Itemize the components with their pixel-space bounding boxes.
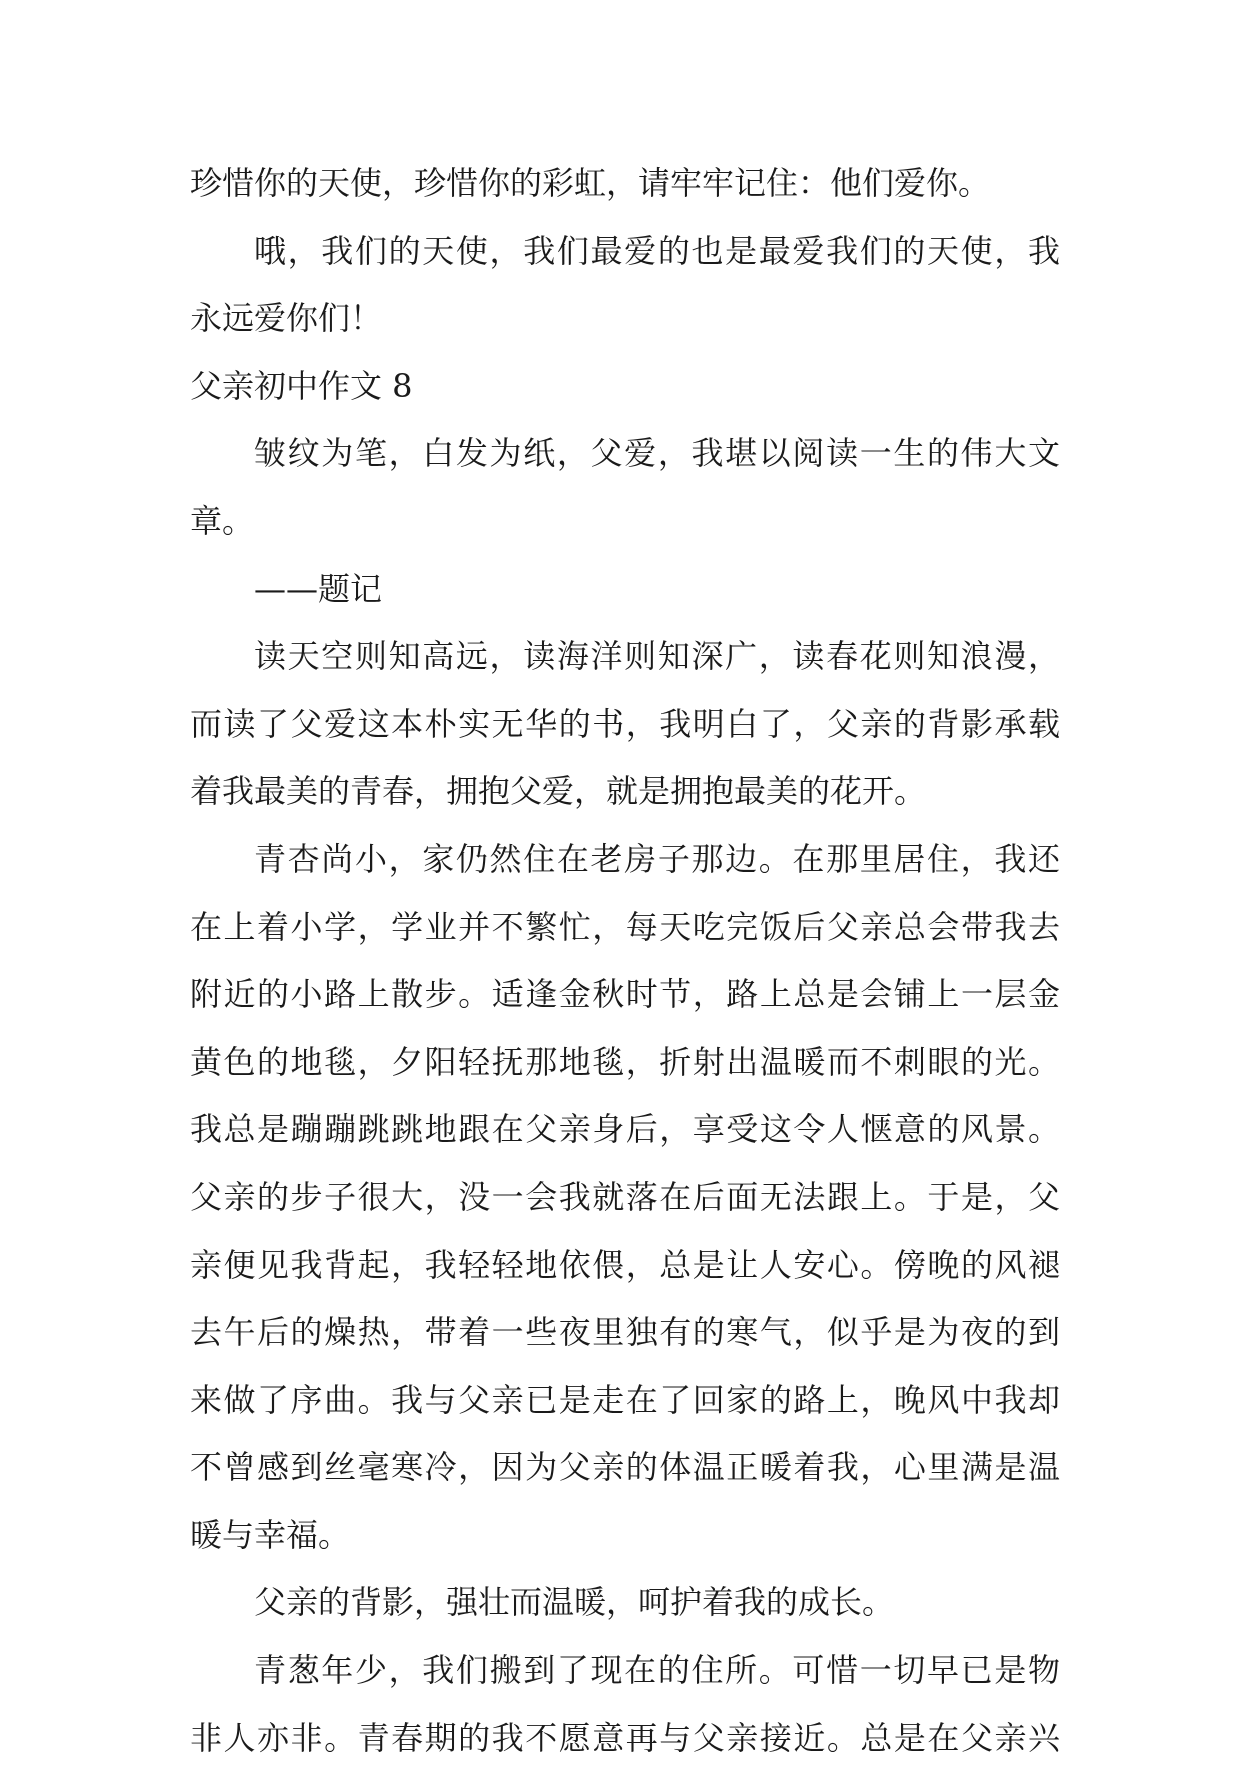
text-line: 永远爱你们！ bbox=[190, 299, 383, 338]
text-line: 父亲的背影，强壮而温暖，呵护着我的成长。 bbox=[254, 1583, 895, 1622]
text-line: 青杏尚小，家仍然住在老房子那边。在那里居住，我还 bbox=[254, 839, 1060, 878]
text-line: 而读了父爱这本朴实无华的书，我明白了，父亲的背影承载 bbox=[190, 704, 1060, 743]
text-line: 青葱年少，我们搬到了现在的住所。可惜一切早已是物 bbox=[254, 1651, 1060, 1690]
text-line: 哦，我们的天使，我们最爱的也是最爱我们的天使，我 bbox=[254, 231, 1060, 270]
text-line: 非人亦非。青春期的我不愿意再与父亲接近。总是在父亲兴 bbox=[190, 1718, 1060, 1757]
text-line: 着我最美的青春，拥抱父爱，就是拥抱最美的花开。 bbox=[190, 772, 927, 811]
epigraph-attribution: ——题记 bbox=[254, 569, 383, 608]
document-body bbox=[190, 150, 1060, 1772]
text-line: 来做了序曲。我与父亲已是走在了回家的路上，晚风中我却 bbox=[190, 1380, 1060, 1419]
text-line: 暖与幸福。 bbox=[190, 1515, 351, 1554]
text-line: 附近的小路上散步。适逢金秋时节，路上总是会铺上一层金 bbox=[190, 975, 1060, 1014]
text-line: 皱纹为笔，白发为纸，父爱，我堪以阅读一生的伟大文 bbox=[254, 434, 1060, 473]
text-line: 亲便见我背起，我轻轻地依偎，总是让人安心。傍晚的风褪 bbox=[190, 1245, 1060, 1284]
text-line: 在上着小学，学业并不繁忙，每天吃完饭后父亲总会带我去 bbox=[190, 907, 1060, 946]
section-heading: 父亲初中作文 8 bbox=[190, 366, 413, 405]
text-line: 父亲的步子很大，没一会我就落在后面无法跟上。于是，父 bbox=[190, 1177, 1060, 1216]
text-line: 珍惜你的天使，珍惜你的彩虹，请牢牢记住：他们爱你。 bbox=[190, 164, 991, 202]
text-line: 读天空则知高远，读海洋则知深广，读春花则知浪漫， bbox=[254, 637, 1060, 676]
text-line: 章。 bbox=[190, 501, 255, 540]
text-line: 我总是蹦蹦跳跳地跟在父亲身后，享受这令人惬意的风景。 bbox=[190, 1110, 1060, 1149]
text-line: 黄色的地毯，夕阳轻抚那地毯，折射出温暖而不刺眼的光。 bbox=[190, 1042, 1060, 1081]
text-line: 去午后的燥热，带着一些夜里独有的寒气，似乎是为夜的到 bbox=[190, 1313, 1060, 1352]
text-line: 不曾感到丝毫寒冷，因为父亲的体温正暖着我，心里满是温 bbox=[190, 1448, 1060, 1487]
